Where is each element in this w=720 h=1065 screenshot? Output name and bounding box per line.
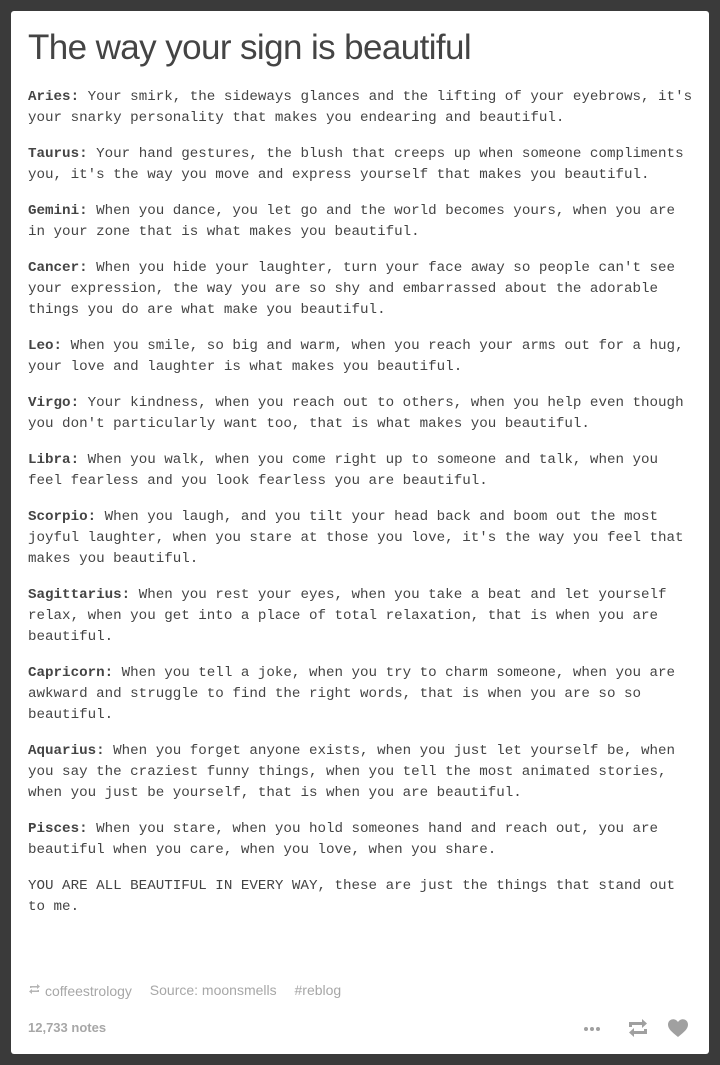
sign-entry-cancer xyxy=(28,258,698,321)
post-card xyxy=(11,11,709,1054)
sign-text: Your hand gestures, the blush that creeps up when someone compliments you, it's the way you move and express yourself that makes you beautiful. xyxy=(28,146,684,183)
sign-name: Taurus: xyxy=(28,146,88,162)
reblogged-from-name: coffeestrology xyxy=(45,982,132,999)
sign-entry-aquarius xyxy=(28,741,698,804)
more-options-icon[interactable] xyxy=(583,1026,601,1032)
heart-icon[interactable] xyxy=(667,1018,689,1038)
sign-text: When you hide your laughter, turn your face away so people can't see your expression, the way you are so shy and embarrassed about the adorable things you do are what make you beautiful. xyxy=(28,260,676,318)
sign-name: Scorpio: xyxy=(28,509,97,525)
tag-link[interactable]: #reblog xyxy=(294,982,342,999)
sign-entry-scorpio xyxy=(28,507,698,570)
reblogged-from-link[interactable] xyxy=(28,981,132,1000)
sign-entry-capricorn xyxy=(28,663,698,726)
post-footer-tags xyxy=(28,980,355,1000)
sign-name: Cancer: xyxy=(28,260,88,276)
closing-text: YOU ARE ALL BEAUTIFUL IN EVERY WAY, these are just the things that stand out to me. xyxy=(28,878,676,915)
sign-name: Gemini: xyxy=(28,203,88,219)
post-body xyxy=(28,87,698,933)
source-link[interactable]: Source: moonsmells xyxy=(149,982,277,999)
sign-name: Virgo: xyxy=(28,395,80,411)
sign-entry-pisces xyxy=(28,819,698,861)
sign-text: When you tell a joke, when you try to charm someone, when you are awkward and struggle to find the right words, that is when you are so so beautiful. xyxy=(28,665,676,723)
sign-entry-taurus xyxy=(28,144,698,186)
sign-text: Your smirk, the sideways glances and the lifting of your eyebrows, it's your snarky personality that makes you endearing and beautiful. xyxy=(28,89,693,126)
sign-name: Sagittarius: xyxy=(28,587,131,603)
sign-text: When you walk, when you come right up to someone and talk, when you feel fearless and you look fearless you are beautiful. xyxy=(28,452,659,489)
sign-entry-sagittarius xyxy=(28,585,698,648)
sign-entry-gemini xyxy=(28,201,698,243)
sign-text: When you smile, so big and warm, when you reach your arms out for a hug, your love and laughter is what makes you beautiful. xyxy=(28,338,684,375)
sign-entry-aries xyxy=(28,87,698,129)
sign-text: When you stare, when you hold someones hand and reach out, you are beautiful when you care, when you love, when you share. xyxy=(28,821,659,858)
sign-text: When you dance, you let go and the world becomes yours, when you are in your zone that is what makes you beautiful. xyxy=(28,203,676,240)
sign-name: Aquarius: xyxy=(28,743,105,759)
reblog-button-icon[interactable] xyxy=(627,1018,649,1038)
sign-text: Your kindness, when you reach out to others, when you help even though you don't particularly want too, that is what makes you beautiful. xyxy=(28,395,684,432)
sign-name: Capricorn: xyxy=(28,665,114,681)
sign-text: When you laugh, and you tilt your head back and boom out the most joyful laughter, when you stare at those you love, it's the way you feel that makes you beautiful. xyxy=(28,509,684,567)
sign-name: Pisces: xyxy=(28,821,88,837)
sign-text: When you rest your eyes, when you take a beat and let yourself relax, when you get into a place of total relaxation, that is when you are beautiful. xyxy=(28,587,667,645)
sign-name: Libra: xyxy=(28,452,80,468)
reblog-icon xyxy=(28,983,41,995)
notes-count[interactable]: 12,733 notes xyxy=(28,1020,107,1035)
sign-name: Leo: xyxy=(28,338,63,354)
sign-entry-libra xyxy=(28,450,698,492)
post-title: The way your sign is beautiful xyxy=(28,28,472,67)
sign-entry-leo xyxy=(28,336,698,378)
sign-text: When you forget anyone exists, when you just let yourself be, when you say the craziest funny things, when you tell the most animated stories, when you just be yourself, that is when you are beautiful. xyxy=(28,743,676,801)
sign-entry-virgo xyxy=(28,393,698,435)
sign-name: Aries: xyxy=(28,89,80,105)
